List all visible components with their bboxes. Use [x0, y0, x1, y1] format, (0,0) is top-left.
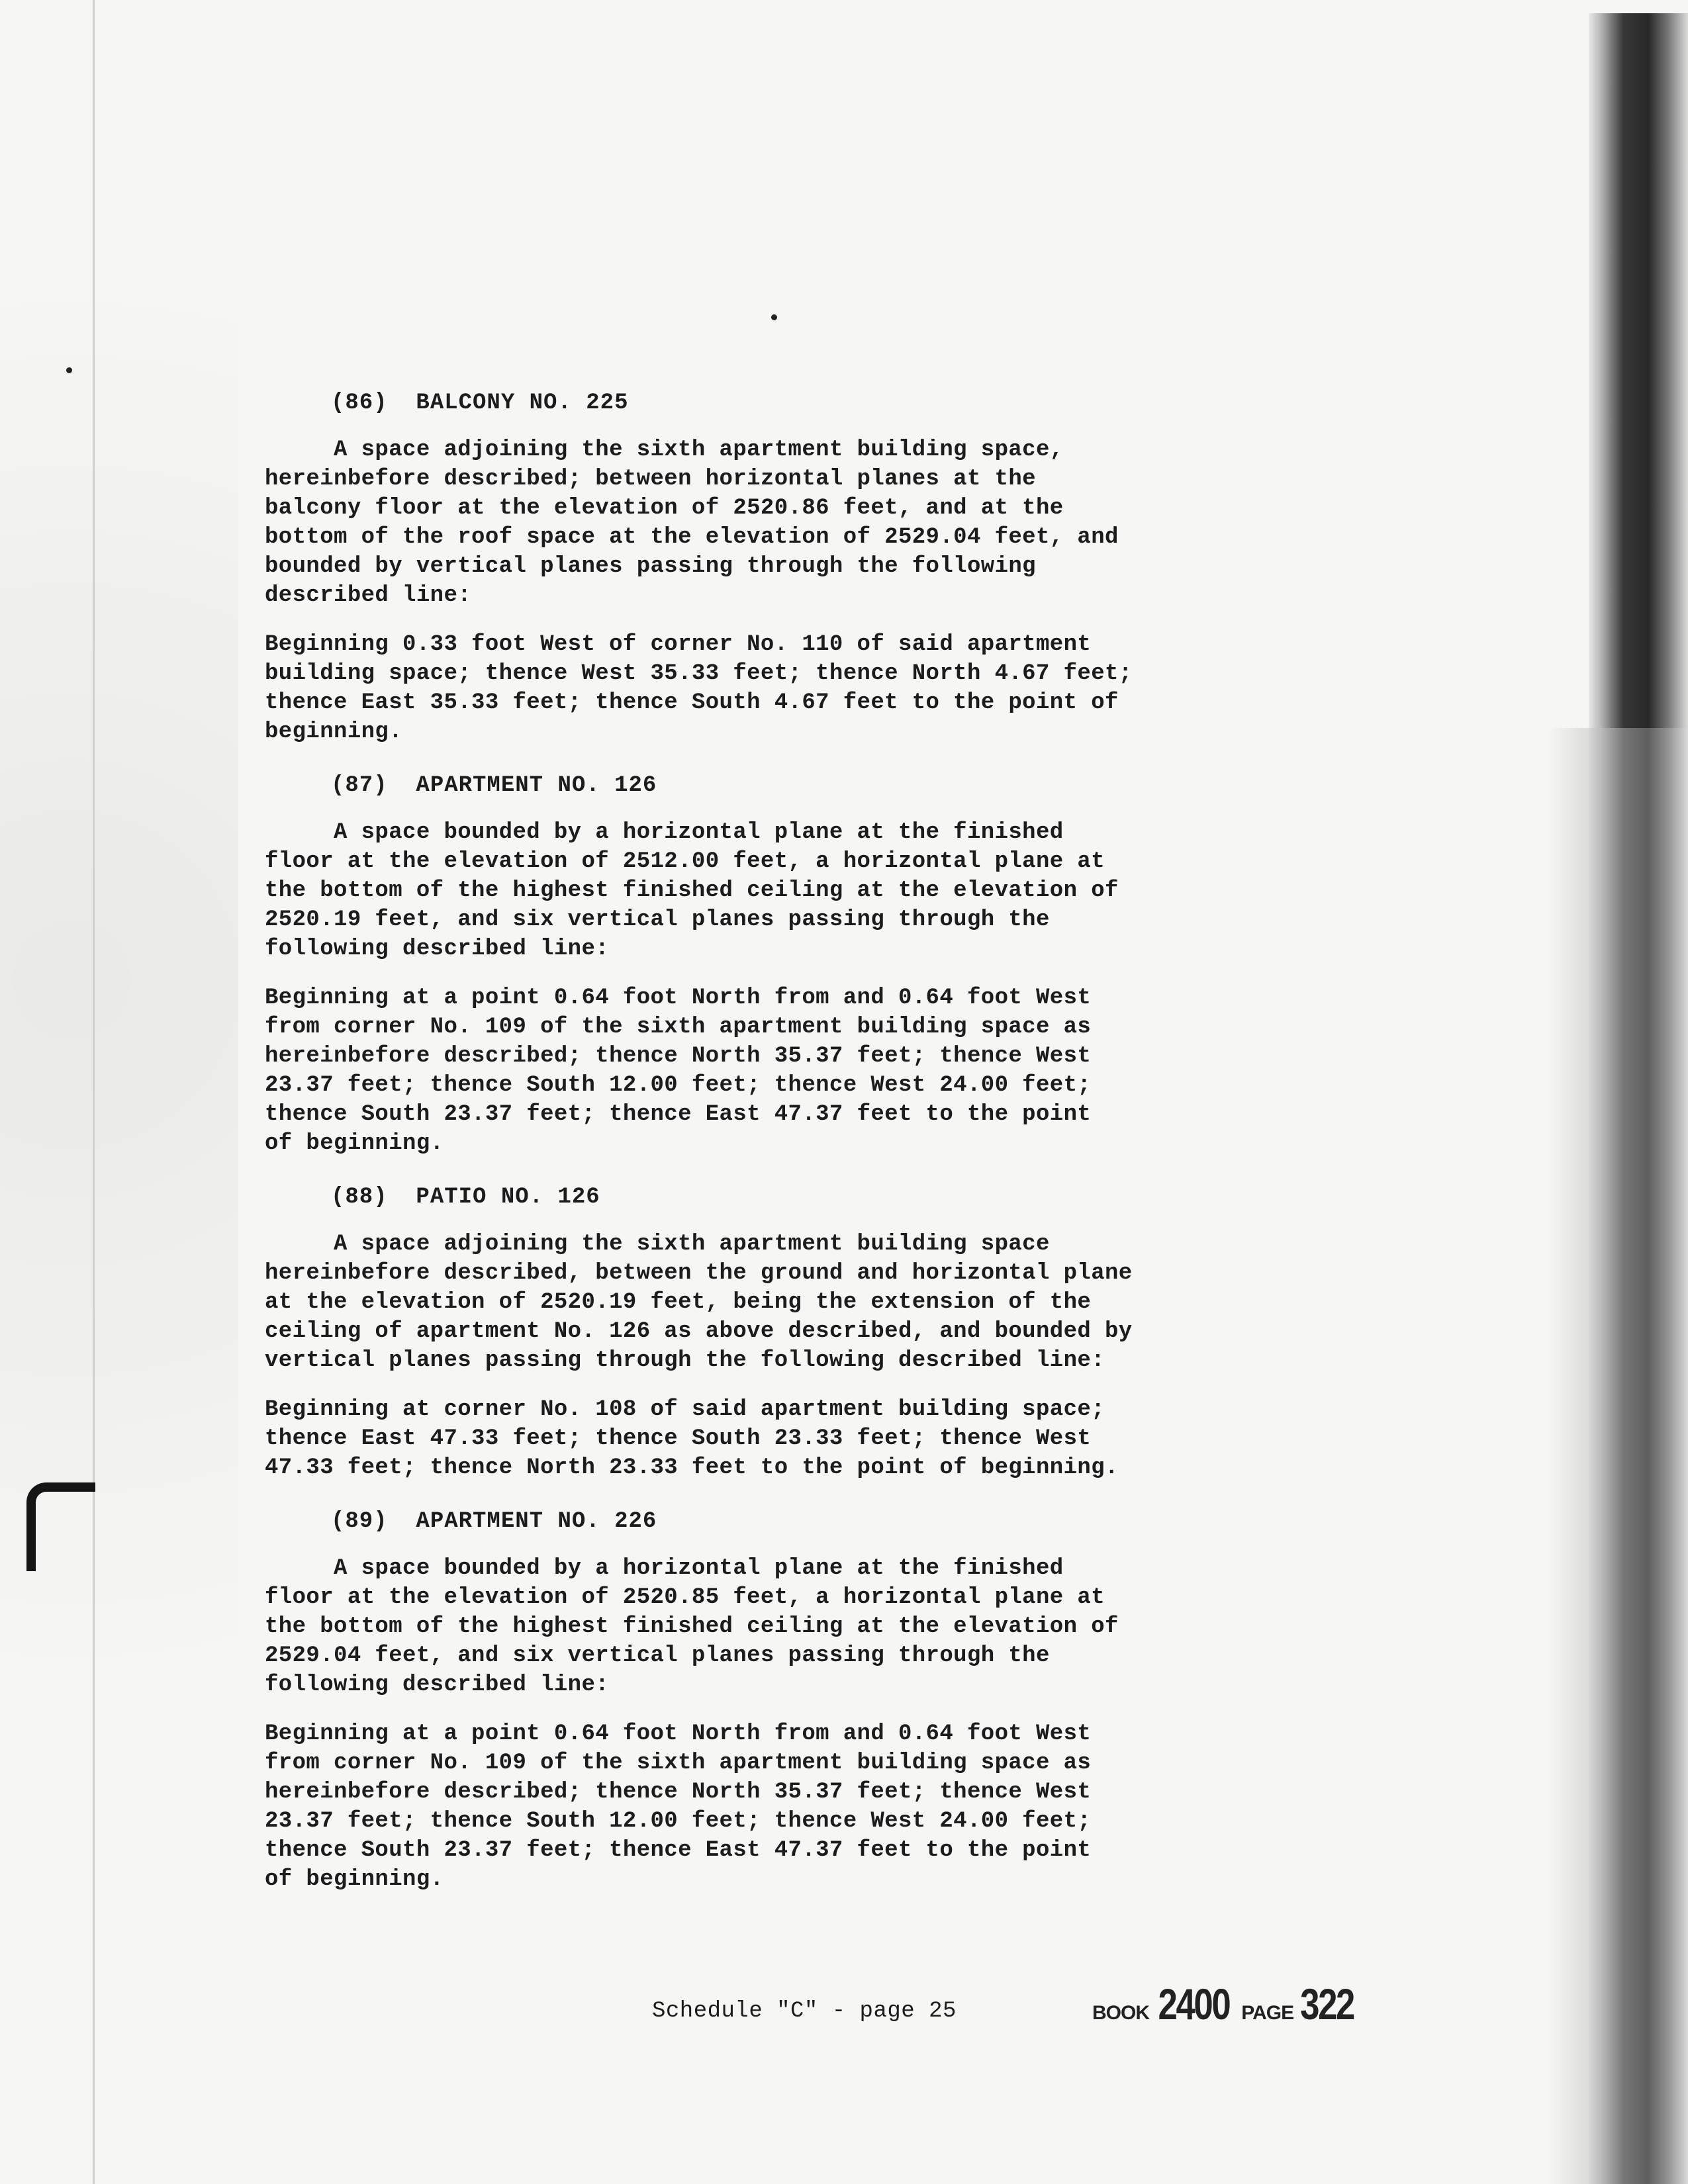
book-number: 2400: [1158, 1979, 1230, 2028]
scan-dot: [771, 314, 777, 320]
section-apartment-126: [265, 773, 1364, 1158]
document-body: [265, 390, 1364, 1921]
boundary-paragraph: Beginning at corner No. 108 of said apartment building space; thence East 47.33 feet; thence South 23.33 feet; thence West 47.33 feet; thence North 23.33 feet to the point of beginning.: [265, 1397, 1119, 1480]
section-heading: (89) APARTMENT NO. 226: [331, 1509, 657, 1534]
book-prefix: BOOK: [1092, 2002, 1149, 2024]
section-apartment-226: [265, 1509, 1364, 1894]
description-paragraph: A space adjoining the sixth apartment building space hereinbefore described, between the ground and horizontal plane at the elevation of 2520.19 feet, being the extension of the ceiling of apartment No. 126 as above described, and bounded by vertical planes passing through the following described line:: [265, 1232, 1133, 1373]
description-paragraph: A space bounded by a horizontal plane at the finished floor at the elevation of 2512.00 feet, a horizontal plane at the bottom of the highest finished ceiling at the elevation of 2520.19 feet, and six vertical planes passing through the following described line:: [265, 820, 1119, 962]
scan-speckle-left: [0, 199, 238, 2151]
page-footer-label: Schedule "C" - page 25: [652, 1999, 957, 2024]
book-page-stamp: [1092, 1979, 1360, 2029]
section-heading: (87) APARTMENT NO. 126: [331, 773, 657, 798]
scan-margin-line: [93, 0, 95, 2184]
description-paragraph: A space adjoining the sixth apartment building space, hereinbefore described; between horizontal planes at the balcony floor at the elevation of 2520.86 feet, and at the bottom of the roof space at the elevation of 2529.04 feet, and bounded by vertical planes passing through the following described line:: [265, 437, 1119, 608]
section-heading: (86) BALCONY NO. 225: [331, 390, 629, 416]
section-heading: (88) PATIO NO. 126: [331, 1185, 600, 1210]
binder-clip-mark: [26, 1482, 95, 1571]
boundary-paragraph: Beginning at a point 0.64 foot North from and 0.64 foot West from corner No. 109 of the sixth apartment building space as hereinbefore described; thence North 35.37 feet; thence West 23.37 feet; thence South 12.00 feet; thence West 24.00 feet; thence South 23.37 feet; thence East 47.37 feet to the point of beginning.: [265, 985, 1092, 1156]
boundary-paragraph: Beginning 0.33 foot West of corner No. 110 of said apartment building space; thence West 35.33 feet; thence North 4.67 feet; thence East 35.33 feet; thence South 4.67 feet to the point of beginning.: [265, 632, 1133, 745]
page-prefix: PAGE: [1241, 2002, 1294, 2024]
scan-dot: [66, 367, 72, 373]
section-patio-126: [265, 1185, 1364, 1482]
boundary-paragraph: Beginning at a point 0.64 foot North from and 0.64 foot West from corner No. 109 of the sixth apartment building space as hereinbefore described; thence North 35.37 feet; thence West 23.37 feet; thence South 12.00 feet; thence West 24.00 feet; thence South 23.37 feet; thence East 47.37 feet to the point of beginning.: [265, 1721, 1092, 1892]
description-paragraph: A space bounded by a horizontal plane at the finished floor at the elevation of 2520.85 feet, a horizontal plane at the bottom of the highest finished ceiling at the elevation of 2529.04 feet, and six vertical planes passing through the following described line:: [265, 1556, 1119, 1698]
section-balcony-225: [265, 390, 1364, 747]
page-number: 322: [1300, 1979, 1354, 2028]
scan-edge-shadow: [1549, 728, 1688, 2184]
